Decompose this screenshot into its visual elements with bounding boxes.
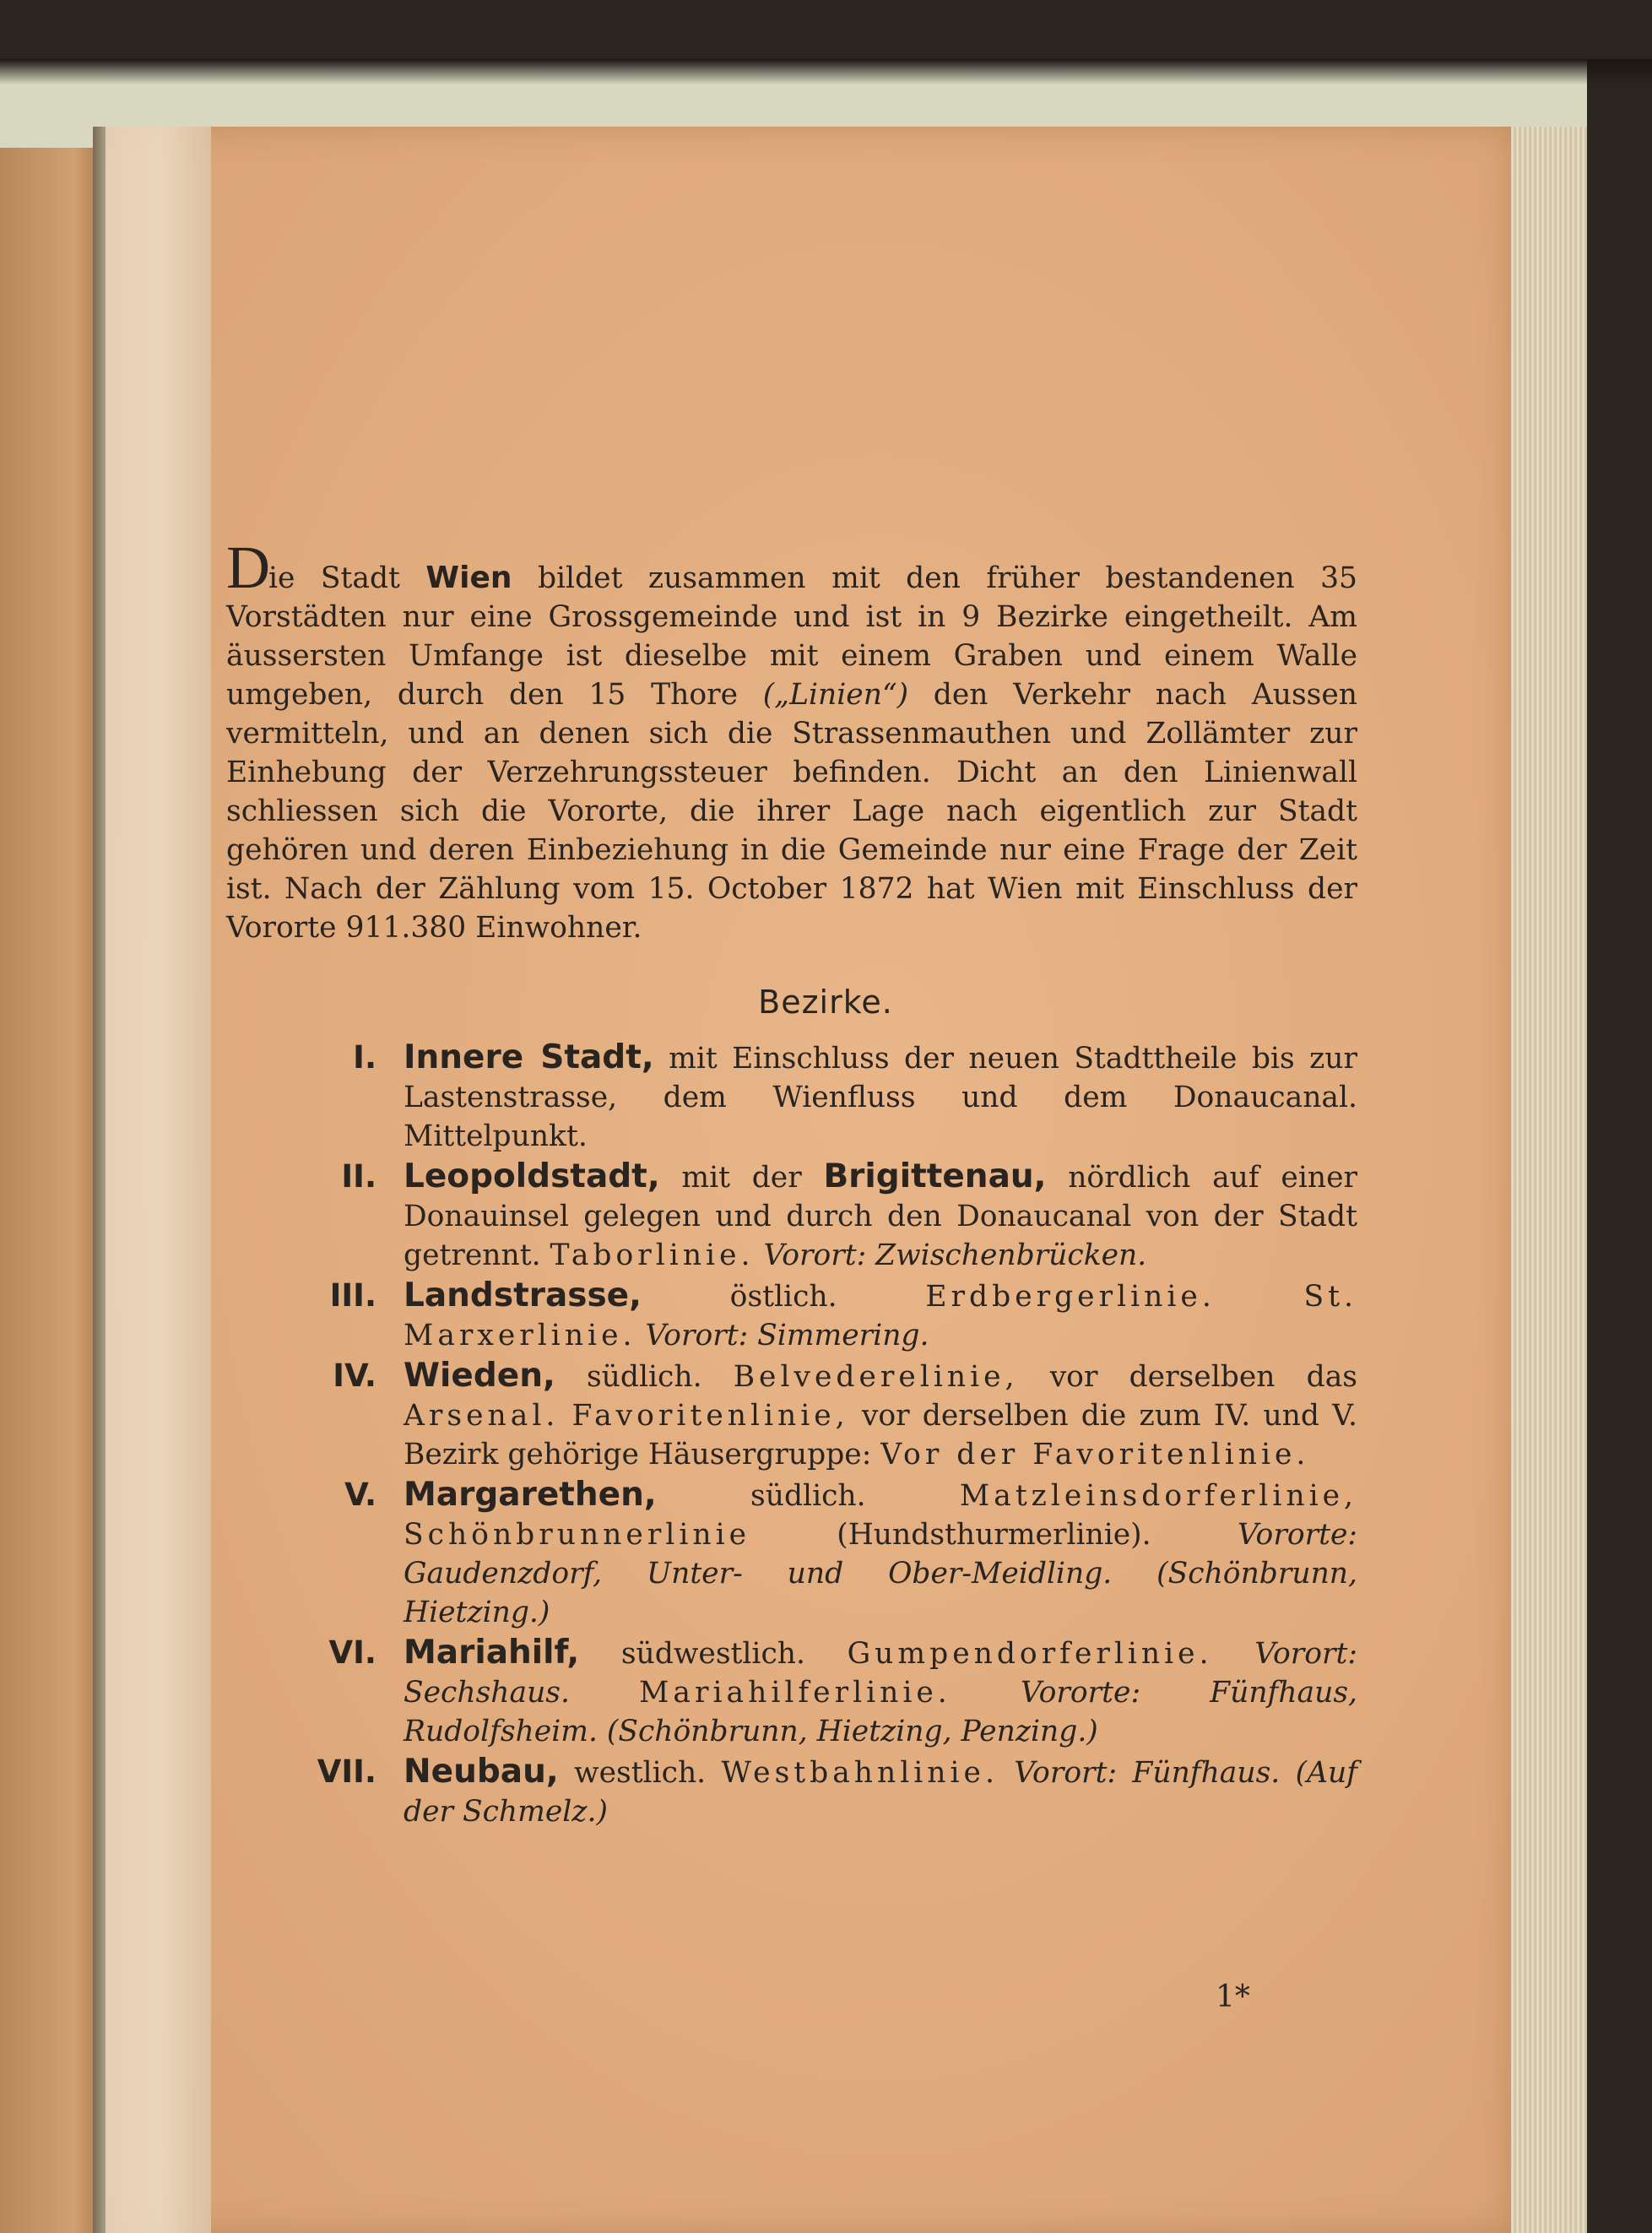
district-entry: II. Leopoldstadt, mit der Brigittenau, nördlich auf einer Donauinsel gelegen und durch den Donaucanal von der Stadt getrennt. Taborlinie. Vorort: Zwischenbrücken. bbox=[226, 1157, 1357, 1275]
subdistrict-name: Brigittenau, bbox=[823, 1157, 1047, 1195]
district-name: Landstrasse, bbox=[404, 1276, 642, 1314]
district-entry: IV. Wieden, südlich. Belvederelinie, vor derselben das Arsenal. Favoritenlinie, vor derselben die zum IV. und V. Bezirk gehörige Häusergruppe: Vor der Favoritenlinie. bbox=[226, 1357, 1357, 1474]
district-number: I. bbox=[353, 1039, 376, 1076]
district-entry: III. Landstrasse, östlich. Erdbergerlinie. St. Marxerlinie. Vorort: Simmering. bbox=[226, 1276, 1357, 1355]
district-name: Innere Stadt, bbox=[404, 1038, 654, 1076]
linie-name: St. Marxerlinie. bbox=[404, 1280, 1357, 1352]
intro-paragraph: Die Stadt Wien bildet zusammen mit den früher bestandenen 35 Vorstädten nur eine Grossgemeinde und ist in 9 Bezirke eingetheilt. Am äussersten Umfange ist dieselbe mit einem Graben und einem Walle umgeben, durch den 15 Thore („Linien“) den Verkehr nach Aussen vermitteln, und an denen sich die Strassenmauthen und Zollämter zur Einhebung der Verzehrungssteuer befinden. Dicht an den Linienwall schliessen sich die Vororte, die ihrer Lage nach eigentlich zur Stadt gehören und deren Einbeziehung in die Gemeinde nur eine Frage der Zeit ist. Nach der Zählung vom 15. October 1872 hat Wien mit Einschluss der Vororte 911.380 Einwohner. bbox=[226, 534, 1358, 945]
district-entry: VII. Neubau, westlich. Westbahnlinie. Vorort: Fünfhaus. (Auf der Schmelz.) bbox=[226, 1753, 1357, 1831]
district-number: III. bbox=[329, 1277, 376, 1314]
district-name: Leopoldstadt, bbox=[404, 1157, 660, 1195]
district-entry: V. Margarethen, südlich. Matzleinsdorferlinie, Schönbrunnerlinie (Hundsthurmerlinie). Vororte: Gaudenzdorf, Unter- und Ober-Meidling. (Schönbrunn, Hietzing.) bbox=[226, 1476, 1357, 1632]
city-name: Wien bbox=[425, 561, 512, 595]
linie-name: Belvederelinie, bbox=[733, 1360, 1019, 1394]
linie-name: Gumpendorferlinie. bbox=[847, 1637, 1213, 1671]
linie-name: Mariahilferlinie. bbox=[639, 1676, 951, 1710]
district-name: Neubau, bbox=[404, 1753, 559, 1791]
linie-name: Schönbrunnerlinie bbox=[404, 1518, 751, 1552]
vorort-text: Vororte: Fünfhaus, Rudolfsheim. (Schönbrunn, Hietzing, Penzing.) bbox=[404, 1676, 1358, 1748]
page-number: 1* bbox=[1216, 1980, 1250, 2014]
district-number: II. bbox=[341, 1158, 376, 1195]
vorort-text: Vororte: Gaudenzdorf, Unter- und Ober-Meidling. (Schönbrunn, Hietzing.) bbox=[404, 1518, 1357, 1629]
binding-tape bbox=[106, 127, 211, 2233]
district-number: VII. bbox=[317, 1753, 376, 1790]
linie-name: Matzleinsdorferlinie, bbox=[959, 1479, 1357, 1513]
linie-name: Taborlinie. bbox=[550, 1238, 755, 1272]
district-entry: VI. Mariahilf, südwestlich. Gumpendorferlinie. Vorort: Sechshaus. Mariahilferlinie. Vororte: Fünfhaus, Rudolfsheim. (Schönbrunn, Hietzing, Penzing.) bbox=[226, 1634, 1357, 1751]
district-entry: I. Innere Stadt, mit Einschluss der neuen Stadttheile bis zur Lastenstrasse, dem Wienfluss und dem Donaucanal. Mittelpunkt. bbox=[226, 1038, 1357, 1156]
district-number: V. bbox=[344, 1477, 376, 1513]
vorort-text: Vorort: Simmering. bbox=[636, 1319, 929, 1352]
linie-name: Favoritenlinie, bbox=[571, 1399, 849, 1433]
linie-name: Westbahnlinie. bbox=[721, 1756, 999, 1790]
linien-term: („Linien“) bbox=[762, 678, 909, 712]
left-page-edge bbox=[0, 148, 95, 2233]
vorort-text: Vorort: Fünfhaus. (Auf der Schmelz.) bbox=[404, 1756, 1357, 1829]
drop-cap: D bbox=[226, 534, 268, 601]
vorort-text: Vorort: Sechshaus. bbox=[404, 1637, 1357, 1710]
district-name: Margarethen, bbox=[404, 1476, 657, 1514]
section-heading: Bezirke. bbox=[758, 984, 893, 1021]
district-number: VI. bbox=[328, 1634, 376, 1671]
district-name: Wieden, bbox=[404, 1357, 555, 1395]
linie-name: Vor der Favoritenlinie. bbox=[880, 1438, 1310, 1472]
landmark-name: Arsenal. bbox=[404, 1399, 560, 1433]
background-shadow bbox=[0, 59, 1652, 84]
page-text bbox=[226, 534, 1358, 1833]
district-number: IV. bbox=[333, 1358, 376, 1394]
vorort-text: Vorort: Zwischenbrücken. bbox=[754, 1238, 1147, 1272]
district-name: Mariahilf, bbox=[404, 1634, 580, 1672]
linie-name: Erdbergerlinie. bbox=[925, 1280, 1216, 1314]
page-stack-edge bbox=[1503, 127, 1587, 2233]
